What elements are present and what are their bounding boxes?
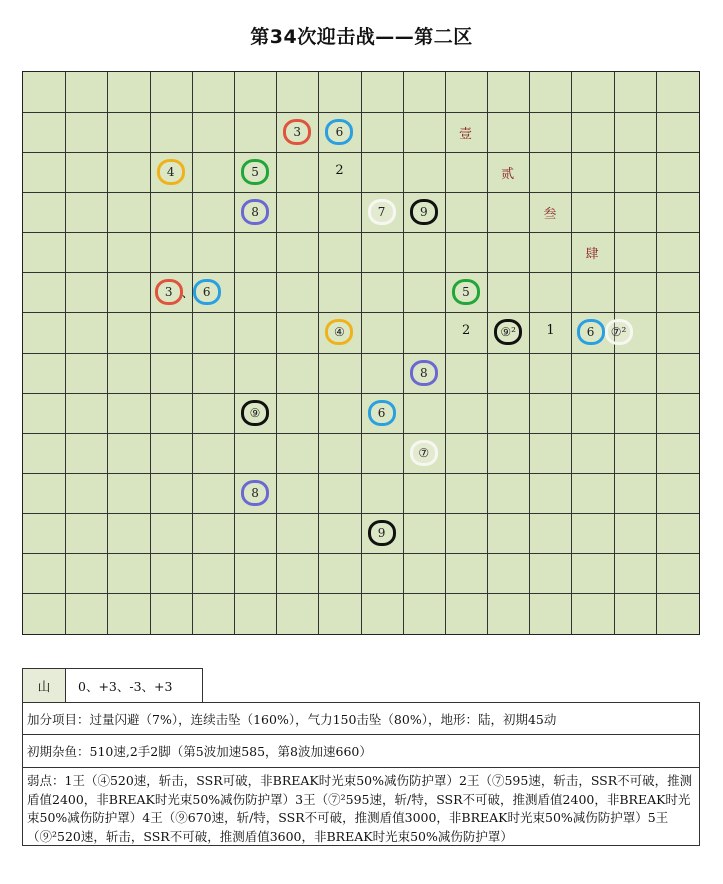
- unit-marker-red: 3: [283, 119, 311, 145]
- grid-line-horizontal: [23, 232, 699, 233]
- unit-marker-yellow: 4: [157, 159, 185, 185]
- wave-label: 壹: [458, 127, 472, 143]
- grid-line-horizontal: [23, 513, 699, 514]
- weakness-row: [22, 768, 700, 846]
- terrain-key-label: 山: [23, 669, 66, 702]
- unit-marker-group: [577, 319, 633, 345]
- terrain-key-value: 0、+3、-3、+3: [66, 669, 202, 702]
- bonus-text: 加分项目：过量闪避（7%），连续击坠（160%），气力150击坠（80%），地形：陆，初期45动: [27, 711, 557, 727]
- page-title: 第34次迎击战——第二区: [250, 26, 473, 48]
- weakness-text: 弱点：1王（④520速，斩击，SSR可破，非BREAK时光束50%减伤防护罩）2王（⑦595速，斩击，SSR不可破，推测盾值2400，非BREAK时光束50%减伤防护罩）3王（⑦²595速，斩/特，SSR不可破，推测盾值2400，非BREAK时光束50%减伤防护罩）4王（⑨670速，斩/特，SSR不可破，推测盾值3000，非BREAK时光束50%减伤防护罩）5王（⑨²520速，斩击，SSR不可破，推测盾值3600，非BREAK时光束50%减伤防护罩）: [27, 773, 693, 844]
- unit-marker-red: 3: [155, 279, 183, 305]
- grid-line-horizontal: [23, 593, 699, 594]
- fodder-text: 初期杂鱼：510速,2手2脚（第5波加速585，第8波加速660）: [27, 744, 372, 759]
- unit-marker-black: ⑨: [241, 400, 269, 426]
- unit-marker-black: 9: [410, 199, 438, 225]
- plain-number: 2: [461, 323, 471, 339]
- wave-label: 贰: [501, 167, 515, 183]
- wave-label: 肆: [585, 247, 599, 263]
- grid-line-horizontal: [23, 152, 699, 153]
- unit-marker-group: [155, 279, 221, 305]
- grid-line-horizontal: [23, 553, 699, 554]
- unit-marker-green: 5: [241, 159, 269, 185]
- unit-marker-purple: 8: [241, 199, 269, 225]
- plain-number: 2: [335, 163, 344, 179]
- unit-marker-purple: 8: [241, 480, 269, 506]
- unit-marker-white: ⑦: [410, 440, 438, 466]
- bonus-row: [22, 702, 700, 735]
- grid-line-horizontal: [23, 192, 699, 193]
- grid-line-horizontal: [23, 112, 699, 113]
- grid-line-horizontal: [23, 312, 699, 313]
- plain-number: 1: [546, 323, 555, 339]
- unit-marker-blue: 6: [325, 119, 353, 145]
- terrain-key: [22, 668, 203, 702]
- unit-marker-green: 5: [452, 279, 480, 305]
- grid-line-horizontal: [23, 433, 699, 434]
- grid-line-horizontal: [23, 272, 699, 273]
- grid-line-horizontal: [23, 473, 699, 474]
- unit-marker-blue: 6: [193, 279, 221, 305]
- unit-marker-white: ⑦²: [605, 319, 633, 345]
- grid-line-horizontal: [23, 393, 699, 394]
- wave-label: 叁: [543, 207, 557, 223]
- fodder-row: [22, 735, 700, 768]
- unit-marker-blue: 6: [577, 319, 605, 345]
- separator: 、: [181, 285, 194, 300]
- grid-line-horizontal: [23, 353, 699, 354]
- unit-marker-blue: 6: [368, 400, 396, 426]
- unit-marker-black: 9: [368, 520, 396, 546]
- unit-marker-black: ⑨²: [494, 319, 522, 345]
- unit-marker-yellow: ④: [325, 319, 353, 345]
- battle-grid: [22, 71, 700, 635]
- unit-marker-white: 7: [368, 199, 396, 225]
- unit-marker-purple: 8: [410, 360, 438, 386]
